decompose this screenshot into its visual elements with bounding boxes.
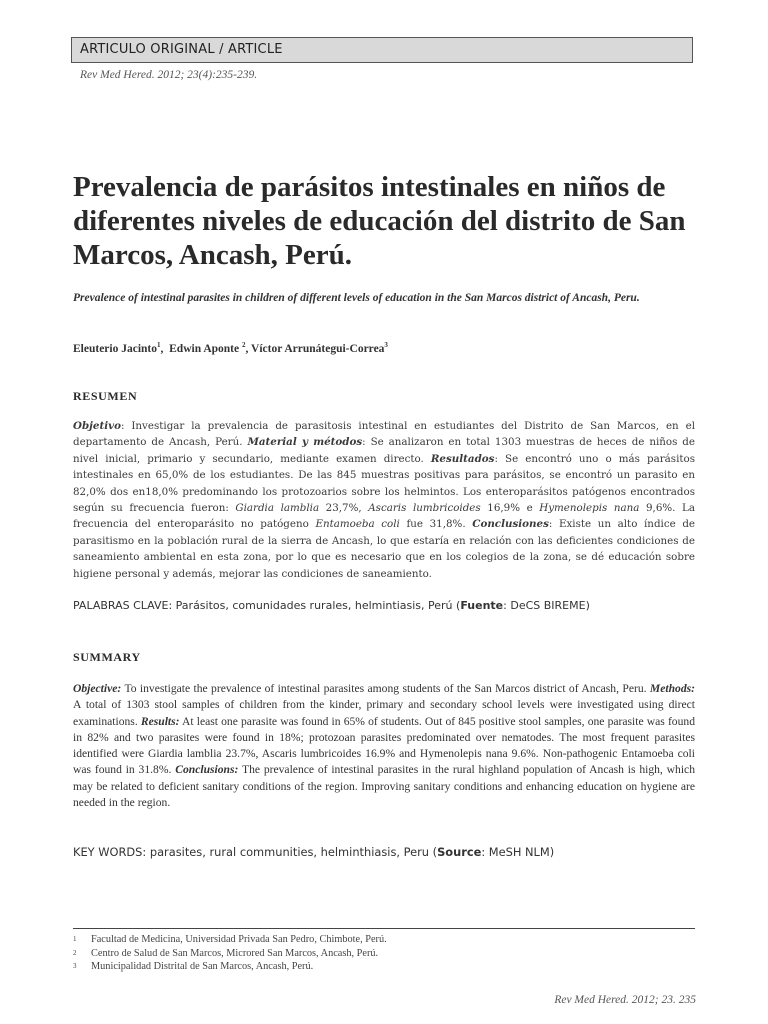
species-name: Entamoeba coli — [315, 518, 400, 531]
footnote-divider — [73, 928, 695, 929]
page-footer: Rev Med Hered. 2012; 23. 235 — [554, 994, 696, 1006]
resultados-text: : Se encontró uno o más parásitos intestinales en 65,0% de los estudiantes. De las 845 muestras positivas para parásitos, se encontró un parasito en 82,0% dos en18,0% predominando los protozoarios sobre los helmintos. Los enteroparásitos patógenos encontrados según su frecuencia fueron: — [73, 452, 695, 515]
resultados-text: fue 31,8%. — [399, 518, 473, 531]
author-name: Víctor Arrunátegui-Correa — [251, 342, 385, 355]
footnotes — [73, 933, 695, 974]
source-label: Source — [437, 845, 482, 859]
resultados-text: 16,9% e — [480, 502, 540, 515]
resumen-heading: RESUMEN — [73, 389, 138, 403]
footnote-text: Facultad de Medicina, Universidad Privada San Pedro, Chimbote, Perú. — [91, 934, 387, 945]
footnote-number: 3 — [73, 962, 77, 970]
methods-label: Methods: — [649, 682, 695, 695]
author-affiliation: 3 — [384, 341, 388, 349]
palabras-clave — [73, 599, 590, 612]
source-text: : MeSH NLM) — [481, 845, 555, 859]
fuente-label: Fuente — [460, 599, 504, 612]
species-name: Hymenolepis nana — [539, 502, 640, 515]
footnote — [73, 947, 695, 961]
resultados-text: 9,6%. La frecuencia del enteroparásito no patógeno — [73, 502, 695, 531]
footnote-text: Centro de Salud de San Marcos, Microred San Marcos, Ancash, Perú. — [91, 947, 379, 959]
fuente-text: : DeCS BIREME) — [503, 599, 590, 612]
footnote-number: 1 — [73, 935, 77, 943]
summary-body — [73, 681, 695, 811]
species-name: Giardia lamblia — [235, 502, 320, 515]
conclusiones-label: Conclusiones — [472, 518, 549, 531]
author-affiliation: 1 — [157, 341, 161, 349]
resumen-body — [73, 418, 695, 582]
results-text: At least one parasite was found in 65% of students. Out of 845 positive stool samples, one parasite was found in 82% and two parasites were found in 18%; protozoan parasites predominated over nematodes. The most frequent parasites identified were Giardia lamblia 23.7%, Ascaris lumbricoides 16.9% and Hymenolepis nana 9.6%. Non-pathogenic Entamoeba coli was found in 31.8%. — [73, 714, 695, 777]
resultados-text: 23,7%, — [319, 502, 369, 515]
metodos-label: Material y métodos — [247, 436, 363, 449]
conclusions-text: The prevalence of intestinal parasites in the rural highland population of Ancash is high, which may be related to deficient sanitary conditions of the region. Improving sanitary conditions and enhancing education on hygiene are needed in the region. — [73, 763, 695, 810]
key-words — [73, 845, 554, 859]
objective-text: To investigate the prevalence of intestinal parasites among students of the San Marcos district of Ancash, Peru. — [121, 682, 650, 695]
footnote-text: Municipalidad Distrital de San Marcos, Ancash, Perú. — [91, 961, 314, 972]
methods-text: A total of 1303 stool samples of children from the kinder, primary and secondary school levels were investigated using direct examinations. — [73, 698, 695, 728]
objetivo-text: : Investigar la prevalencia de parasitosis intestinal en estudiantes del Distrito de San Marcos, en el departamento de Ancash, Perú. — [73, 420, 695, 449]
section-label: ARTICULO ORIGINAL / ARTICLE — [71, 37, 693, 63]
author-affiliation: 2 — [241, 341, 246, 349]
summary-heading: SUMMARY — [73, 650, 141, 664]
key-words-text: KEY WORDS: parasites, rural communities, helminthiasis, Peru ( — [73, 845, 438, 859]
conclusions-label: Conclusions: — [175, 763, 239, 777]
objective-label: Objective: — [73, 682, 122, 695]
footnote — [73, 960, 695, 974]
article-title: Prevalencia de parásitos intestinales en niños de diferentes niveles de educación del distrito de San Marcos, Ancash, Perú. — [73, 171, 686, 271]
results-label: Results: — [140, 714, 180, 728]
author-name: Eleuterio Jacinto — [73, 342, 157, 355]
resultados-label: Resultados — [430, 452, 495, 465]
english-title: Prevalence of intestinal parasites in children of different levels of education in the San Marcos district of Ancash, Peru. — [73, 292, 640, 304]
species-name: Ascaris lumbricoides — [368, 502, 481, 515]
author-name: Edwin Aponte — [169, 342, 240, 355]
author-list: Eleuterio Jacinto$^1$, Edwin Aponte $^2$, Víctor Arrunátegui-Correa$^3$ — [73, 341, 388, 355]
palabras-clave-text: PALABRAS CLAVE: Parásitos, comunidades rurales, helmintiasis, Perú ( — [73, 599, 461, 612]
objetivo-label: Objetivo — [73, 420, 121, 432]
metodos-text: : Se analizaron en total 1303 muestras de heces de niños de nivel inicial, primario y secundario, mediante examen directo. — [73, 436, 695, 465]
footnote-number: 2 — [73, 948, 77, 957]
conclusiones-text: : Existe un alto índice de parasitismo en la población rural de la sierra de Ancash, lo que estaría en relación con las deficientes condiciones de saneamiento ambiental en esta zona, por lo que es necesario que en los colegios de la zona, se dé educación sobre higiene personal y además, mejorar las condiciones de saneamiento. — [73, 518, 695, 580]
journal-citation: Rev Med Hered. 2012; 23(4):235-239. — [80, 69, 258, 81]
footnote — [73, 933, 695, 947]
